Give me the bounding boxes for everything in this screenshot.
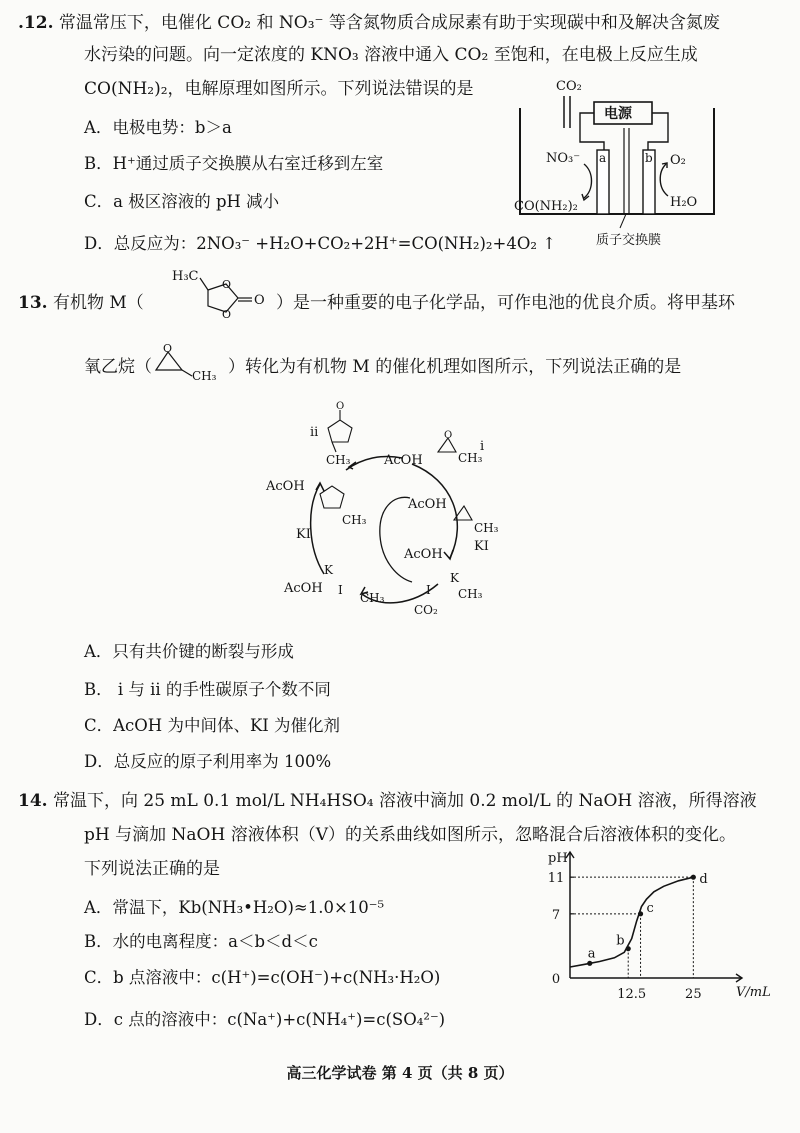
- epoxide-ch3: CH₃: [192, 369, 217, 383]
- q13-option-b: B． i 与 ii 的手性碳原子个数不同: [84, 680, 331, 699]
- y-tick-label: 0: [551, 972, 561, 987]
- q12-line1: [18, 8, 720, 33]
- q12-number: .12.: [18, 13, 54, 33]
- label-i: i: [480, 439, 485, 454]
- epoxide-o: O: [163, 342, 173, 355]
- q12-option-b: B．H⁺通过质子交换膜从右室迁移到左室: [84, 154, 384, 173]
- cycle-arc-left: [311, 484, 324, 574]
- q14-stem-line1: 常温下，向 25 mL 0.1 mol/L NH₄HSO₄ 溶液中滴加 0.2 mol/L 的 NaOH 溶液，所得溶液: [52, 791, 757, 811]
- left-ch3: CH₃: [342, 513, 367, 527]
- q13-line2-pre: 氧乙烷（: [84, 357, 152, 377]
- diagram-co2-label: CO₂: [556, 79, 582, 94]
- bottom-right-ch3: CH₃: [458, 587, 483, 601]
- point-d: [691, 875, 696, 880]
- i-epoxide-o: O: [444, 430, 453, 441]
- ii-ch3: CH₃: [326, 453, 351, 467]
- q13-option-c: C．AcOH 为中间体、KI 为催化剂: [84, 716, 341, 735]
- ki-right: KI: [474, 539, 489, 554]
- x-tick-label: 12.5: [617, 987, 647, 1002]
- h2o-label: H₂O: [670, 195, 698, 210]
- electrode-b-label: b: [645, 151, 653, 165]
- acoh-left-2: AcOH: [284, 581, 323, 596]
- q13-line1-pre: 有机物 M（: [52, 293, 144, 313]
- ii-o: O: [336, 401, 345, 412]
- q12-option-c: C．a 极区溶液的 pH 减小: [84, 192, 280, 211]
- ii-ring: [328, 420, 352, 442]
- q14-stem-line3: 下列说法正确的是: [84, 859, 220, 879]
- power-source-label: 电源: [604, 106, 632, 122]
- point-b: [626, 946, 631, 951]
- i-ch3: CH₃: [458, 451, 483, 465]
- y-tick-label: 11: [547, 871, 565, 887]
- k-right: K: [450, 571, 459, 585]
- i-bottom: I: [426, 583, 431, 597]
- m-o-ring-bottom: O: [222, 308, 232, 321]
- q13-option-a: A．只有共价键的断裂与形成: [84, 642, 294, 661]
- wire-right: [648, 113, 668, 150]
- cycle-arrow-right: [444, 550, 453, 559]
- bottom-co2: CO₂: [414, 603, 438, 617]
- right-ch3: CH₃: [474, 521, 499, 535]
- y-tick-label: 7: [551, 907, 561, 923]
- wire-left: [580, 113, 604, 150]
- catalytic-mechanism-diagram: [262, 398, 512, 618]
- point-label-a: a: [587, 946, 596, 962]
- arrow-right-curve: [660, 164, 668, 196]
- arrow-left-curve: [584, 164, 592, 198]
- y-axis-label: pH: [548, 851, 568, 866]
- no3-label: NO₃⁻: [546, 151, 581, 166]
- membrane-label: 质子交换膜: [596, 233, 662, 248]
- electrolysis-diagram: [512, 72, 742, 250]
- k-left: K: [324, 563, 333, 577]
- q13-line2-post: ）转化为有机物 M 的催化机理如图所示，下列说法正确的是: [228, 357, 682, 377]
- q14-option-b: B．水的电离程度：a＜b＜d＜c: [84, 932, 318, 951]
- m-carbonyl-o: O: [254, 293, 265, 308]
- acoh-right-2: AcOH: [404, 547, 443, 562]
- q13-line1: [18, 288, 144, 313]
- q13-line1-post: ）是一种重要的电子化学品，可作电池的优良介质。将甲基环: [276, 293, 735, 313]
- acoh-right-1: AcOH: [408, 497, 447, 512]
- point-label-b: b: [616, 933, 625, 949]
- acoh-top: AcOH: [384, 453, 423, 468]
- urea-label: CO(NH₂)₂: [514, 199, 578, 214]
- molecule-m-structure: [160, 260, 278, 326]
- q13-option-d: D．总反应的原子利用率为 100%: [84, 752, 332, 771]
- ph-titration-chart: [544, 846, 771, 1006]
- x-tick-label: 25: [685, 987, 702, 1002]
- epoxide-ch3-bond: [182, 370, 192, 376]
- ki-left: KI: [296, 527, 311, 542]
- point-c: [638, 911, 643, 916]
- m-bond-1: [200, 278, 208, 290]
- q12-stem-line2: 水污染的问题。向一定浓度的 KNO₃ 溶液中通入 CO₂ 至饱和，在电极上反应生成: [84, 45, 698, 65]
- q12-option-a: A．电极电势：b＞a: [84, 118, 232, 137]
- q12-option-d: D．总反应为：2NO₃⁻ +H₂O+CO₂+2H⁺=CO(NH₂)₂+4O₂ ↑: [84, 234, 557, 253]
- acoh-left-1: AcOH: [266, 479, 305, 494]
- left-bottom-ch3: CH₃: [360, 591, 385, 605]
- q14-option-d: D．c 点的溶液中：c(Na⁺)+c(NH₄⁺)=c(SO₄²⁻): [84, 1010, 446, 1029]
- x-axis-label: V/mL: [736, 985, 771, 1000]
- q14-option-a: A．常温下，Kb(NH₃•H₂O)≈1.0×10⁻⁵: [84, 898, 385, 917]
- q12-stem-line3: CO(NH₂)₂，电解原理如图所示。下列说法错误的是: [84, 79, 474, 99]
- i-left: I: [338, 583, 343, 597]
- q13-number: 13.: [18, 293, 48, 313]
- o2-label: O₂: [670, 153, 686, 168]
- q12-stem-line1: 常温常压下，电催化 CO₂ 和 NO₃⁻ 等含氮物质合成尿素有助于实现碳中和及解决含氮废: [58, 13, 720, 33]
- ii-ch3-bond: [332, 442, 336, 452]
- q14-stem-line2: pH 与滴加 NaOH 溶液体积（V）的关系曲线如图所示，忽略混合后溶液体积的变化。: [84, 825, 736, 845]
- m-h3c-label: H₃C: [172, 269, 199, 284]
- epoxide-structure: [146, 340, 226, 382]
- electrode-a-label: a: [599, 151, 607, 165]
- page-footer: 高三化学试卷 第 4 页（共 8 页）: [286, 1064, 514, 1082]
- point-label-d: d: [699, 872, 708, 888]
- m-o-ring-top: O: [222, 278, 232, 291]
- membrane-pointer: [620, 214, 626, 228]
- point-label-c: c: [646, 900, 654, 916]
- point-a: [587, 961, 592, 966]
- label-ii: ii: [310, 425, 319, 440]
- q14-number: 14.: [18, 791, 48, 811]
- q14-option-c: C．b 点溶液中：c(H⁺)=c(OH⁻)+c(NH₃·H₂O): [84, 968, 441, 987]
- q14-line1: [18, 786, 757, 811]
